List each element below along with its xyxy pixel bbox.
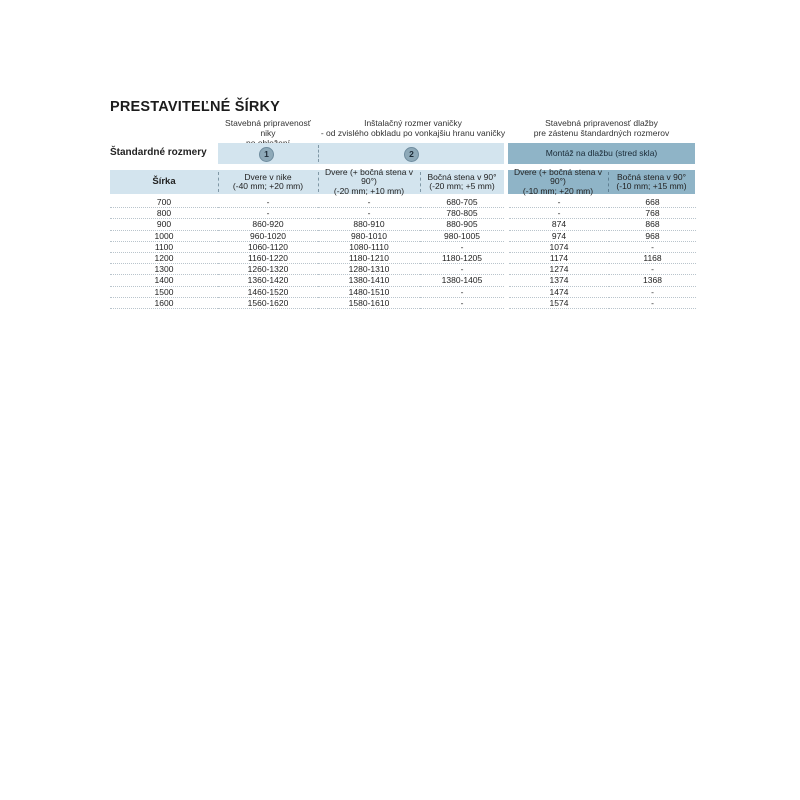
value-cell: - bbox=[420, 264, 504, 275]
page-title: PRESTAVITEĽNÉ ŠÍRKY bbox=[110, 99, 281, 115]
value-cell: 980-1005 bbox=[420, 230, 504, 241]
table-row bbox=[110, 219, 696, 230]
table-row bbox=[110, 241, 696, 252]
value-cell: - bbox=[420, 297, 504, 308]
value-cell: - bbox=[218, 208, 318, 219]
width-cell: 1100 bbox=[110, 241, 218, 252]
note-group2-line2: - od zvislého obkladu po vonkajšiu hranu vaničky bbox=[320, 128, 506, 138]
note-group2-line1: Inštalačný rozmer vaničky bbox=[364, 118, 462, 128]
width-cell: 900 bbox=[110, 219, 218, 230]
table-row bbox=[110, 264, 696, 275]
width-cell: 800 bbox=[110, 208, 218, 219]
value-cell: 1080-1110 bbox=[318, 241, 420, 252]
header-col2 bbox=[318, 166, 420, 196]
value-cell: 1160-1220 bbox=[218, 253, 318, 264]
note-group1-line1: Stavebná pripravenosť niky bbox=[225, 118, 311, 138]
value-cell: - bbox=[420, 286, 504, 297]
width-cell: 1300 bbox=[110, 264, 218, 275]
value-cell: 780-805 bbox=[420, 208, 504, 219]
value-cell: 1360-1420 bbox=[218, 275, 318, 286]
value-cell: - bbox=[218, 197, 318, 208]
header-col3-line2: (-20 mm; +5 mm) bbox=[429, 181, 495, 191]
value-cell: 1380-1405 bbox=[420, 275, 504, 286]
header-col1-line2: (-40 mm; +20 mm) bbox=[232, 181, 304, 191]
table-row bbox=[110, 253, 696, 264]
header-col4-line1: Dvere (+ bočná stena v 90°) bbox=[513, 166, 603, 187]
header-col5 bbox=[608, 170, 695, 194]
value-cell: 1580-1610 bbox=[318, 297, 420, 308]
header-col1 bbox=[218, 170, 318, 194]
width-cell: 1500 bbox=[110, 286, 218, 297]
value-cell: 1260-1320 bbox=[218, 264, 318, 275]
value-cell: - bbox=[509, 208, 609, 219]
value-cell: - bbox=[609, 241, 696, 252]
value-cell: 1174 bbox=[509, 253, 609, 264]
value-cell: 680-705 bbox=[420, 197, 504, 208]
value-cell: 1368 bbox=[609, 275, 696, 286]
value-cell: - bbox=[420, 241, 504, 252]
header-col2-line2: (-20 mm; +10 mm) bbox=[333, 185, 405, 196]
value-cell: 1474 bbox=[509, 286, 609, 297]
value-cell: 874 bbox=[509, 219, 609, 230]
table-row bbox=[110, 230, 696, 241]
value-cell: 880-905 bbox=[420, 219, 504, 230]
width-cell: 700 bbox=[110, 197, 218, 208]
value-cell: 1574 bbox=[509, 297, 609, 308]
width-cell: 1200 bbox=[110, 253, 218, 264]
value-cell: 868 bbox=[609, 219, 696, 230]
note-group3 bbox=[508, 118, 695, 138]
table-row bbox=[110, 286, 696, 297]
badge-1: 1 bbox=[259, 147, 274, 162]
standard-sizes-label: Štandardné rozmery bbox=[110, 147, 207, 158]
value-cell: - bbox=[318, 208, 420, 219]
header-col1-line1: Dvere v nike bbox=[244, 171, 292, 182]
table-row bbox=[110, 275, 696, 286]
header-col4 bbox=[508, 166, 608, 196]
value-cell: 880-910 bbox=[318, 219, 420, 230]
sizes-table bbox=[110, 197, 696, 309]
value-cell: - bbox=[609, 297, 696, 308]
value-cell: 960-1020 bbox=[218, 230, 318, 241]
value-cell: 1480-1510 bbox=[318, 286, 420, 297]
value-cell: 974 bbox=[509, 230, 609, 241]
note-group2 bbox=[318, 118, 508, 138]
header-col3-line1: Bočná stena v 90° bbox=[427, 171, 497, 182]
value-cell: 1460-1520 bbox=[218, 286, 318, 297]
value-cell: 1074 bbox=[509, 241, 609, 252]
value-cell: 1180-1210 bbox=[318, 253, 420, 264]
header-sirka: Šírka bbox=[152, 176, 176, 188]
value-cell: 968 bbox=[609, 230, 696, 241]
header-col5-line2: (-10 mm; +15 mm) bbox=[616, 181, 687, 191]
table-row bbox=[110, 208, 696, 219]
value-cell: 980-1010 bbox=[318, 230, 420, 241]
header-col4-line2: (-10 mm; +20 mm) bbox=[522, 185, 594, 196]
header-col2-line1: Dvere (+ bočná stena v 90°) bbox=[324, 166, 414, 187]
value-cell: 1280-1310 bbox=[318, 264, 420, 275]
value-cell: 1560-1620 bbox=[218, 297, 318, 308]
value-cell: 1060-1120 bbox=[218, 241, 318, 252]
header-col5-line1: Bočná stena v 90° bbox=[616, 171, 687, 182]
value-cell: 860-920 bbox=[218, 219, 318, 230]
width-cell: 1400 bbox=[110, 275, 218, 286]
value-cell: 1274 bbox=[509, 264, 609, 275]
value-cell: - bbox=[509, 197, 609, 208]
sizes-table-body bbox=[110, 197, 696, 309]
value-cell: 1374 bbox=[509, 275, 609, 286]
note-group3-line2: pre zástenu štandardných rozmerov bbox=[533, 128, 670, 138]
band-divider bbox=[318, 145, 319, 162]
value-cell: - bbox=[609, 286, 696, 297]
value-cell: - bbox=[609, 264, 696, 275]
table-row bbox=[110, 297, 696, 308]
value-cell: 1168 bbox=[609, 253, 696, 264]
header-col3 bbox=[420, 170, 504, 194]
badge-2: 2 bbox=[404, 147, 419, 162]
value-cell: 1380-1410 bbox=[318, 275, 420, 286]
value-cell: 768 bbox=[609, 208, 696, 219]
note-group3-line1: Stavebná pripravenosť dlažby bbox=[545, 118, 658, 128]
value-cell: 1180-1205 bbox=[420, 253, 504, 264]
width-cell: 1600 bbox=[110, 297, 218, 308]
value-cell: - bbox=[318, 197, 420, 208]
table-row bbox=[110, 197, 696, 208]
montaz-label: Montáž na dlažbu (stred skla) bbox=[545, 148, 658, 158]
width-cell: 1000 bbox=[110, 230, 218, 241]
value-cell: 668 bbox=[609, 197, 696, 208]
